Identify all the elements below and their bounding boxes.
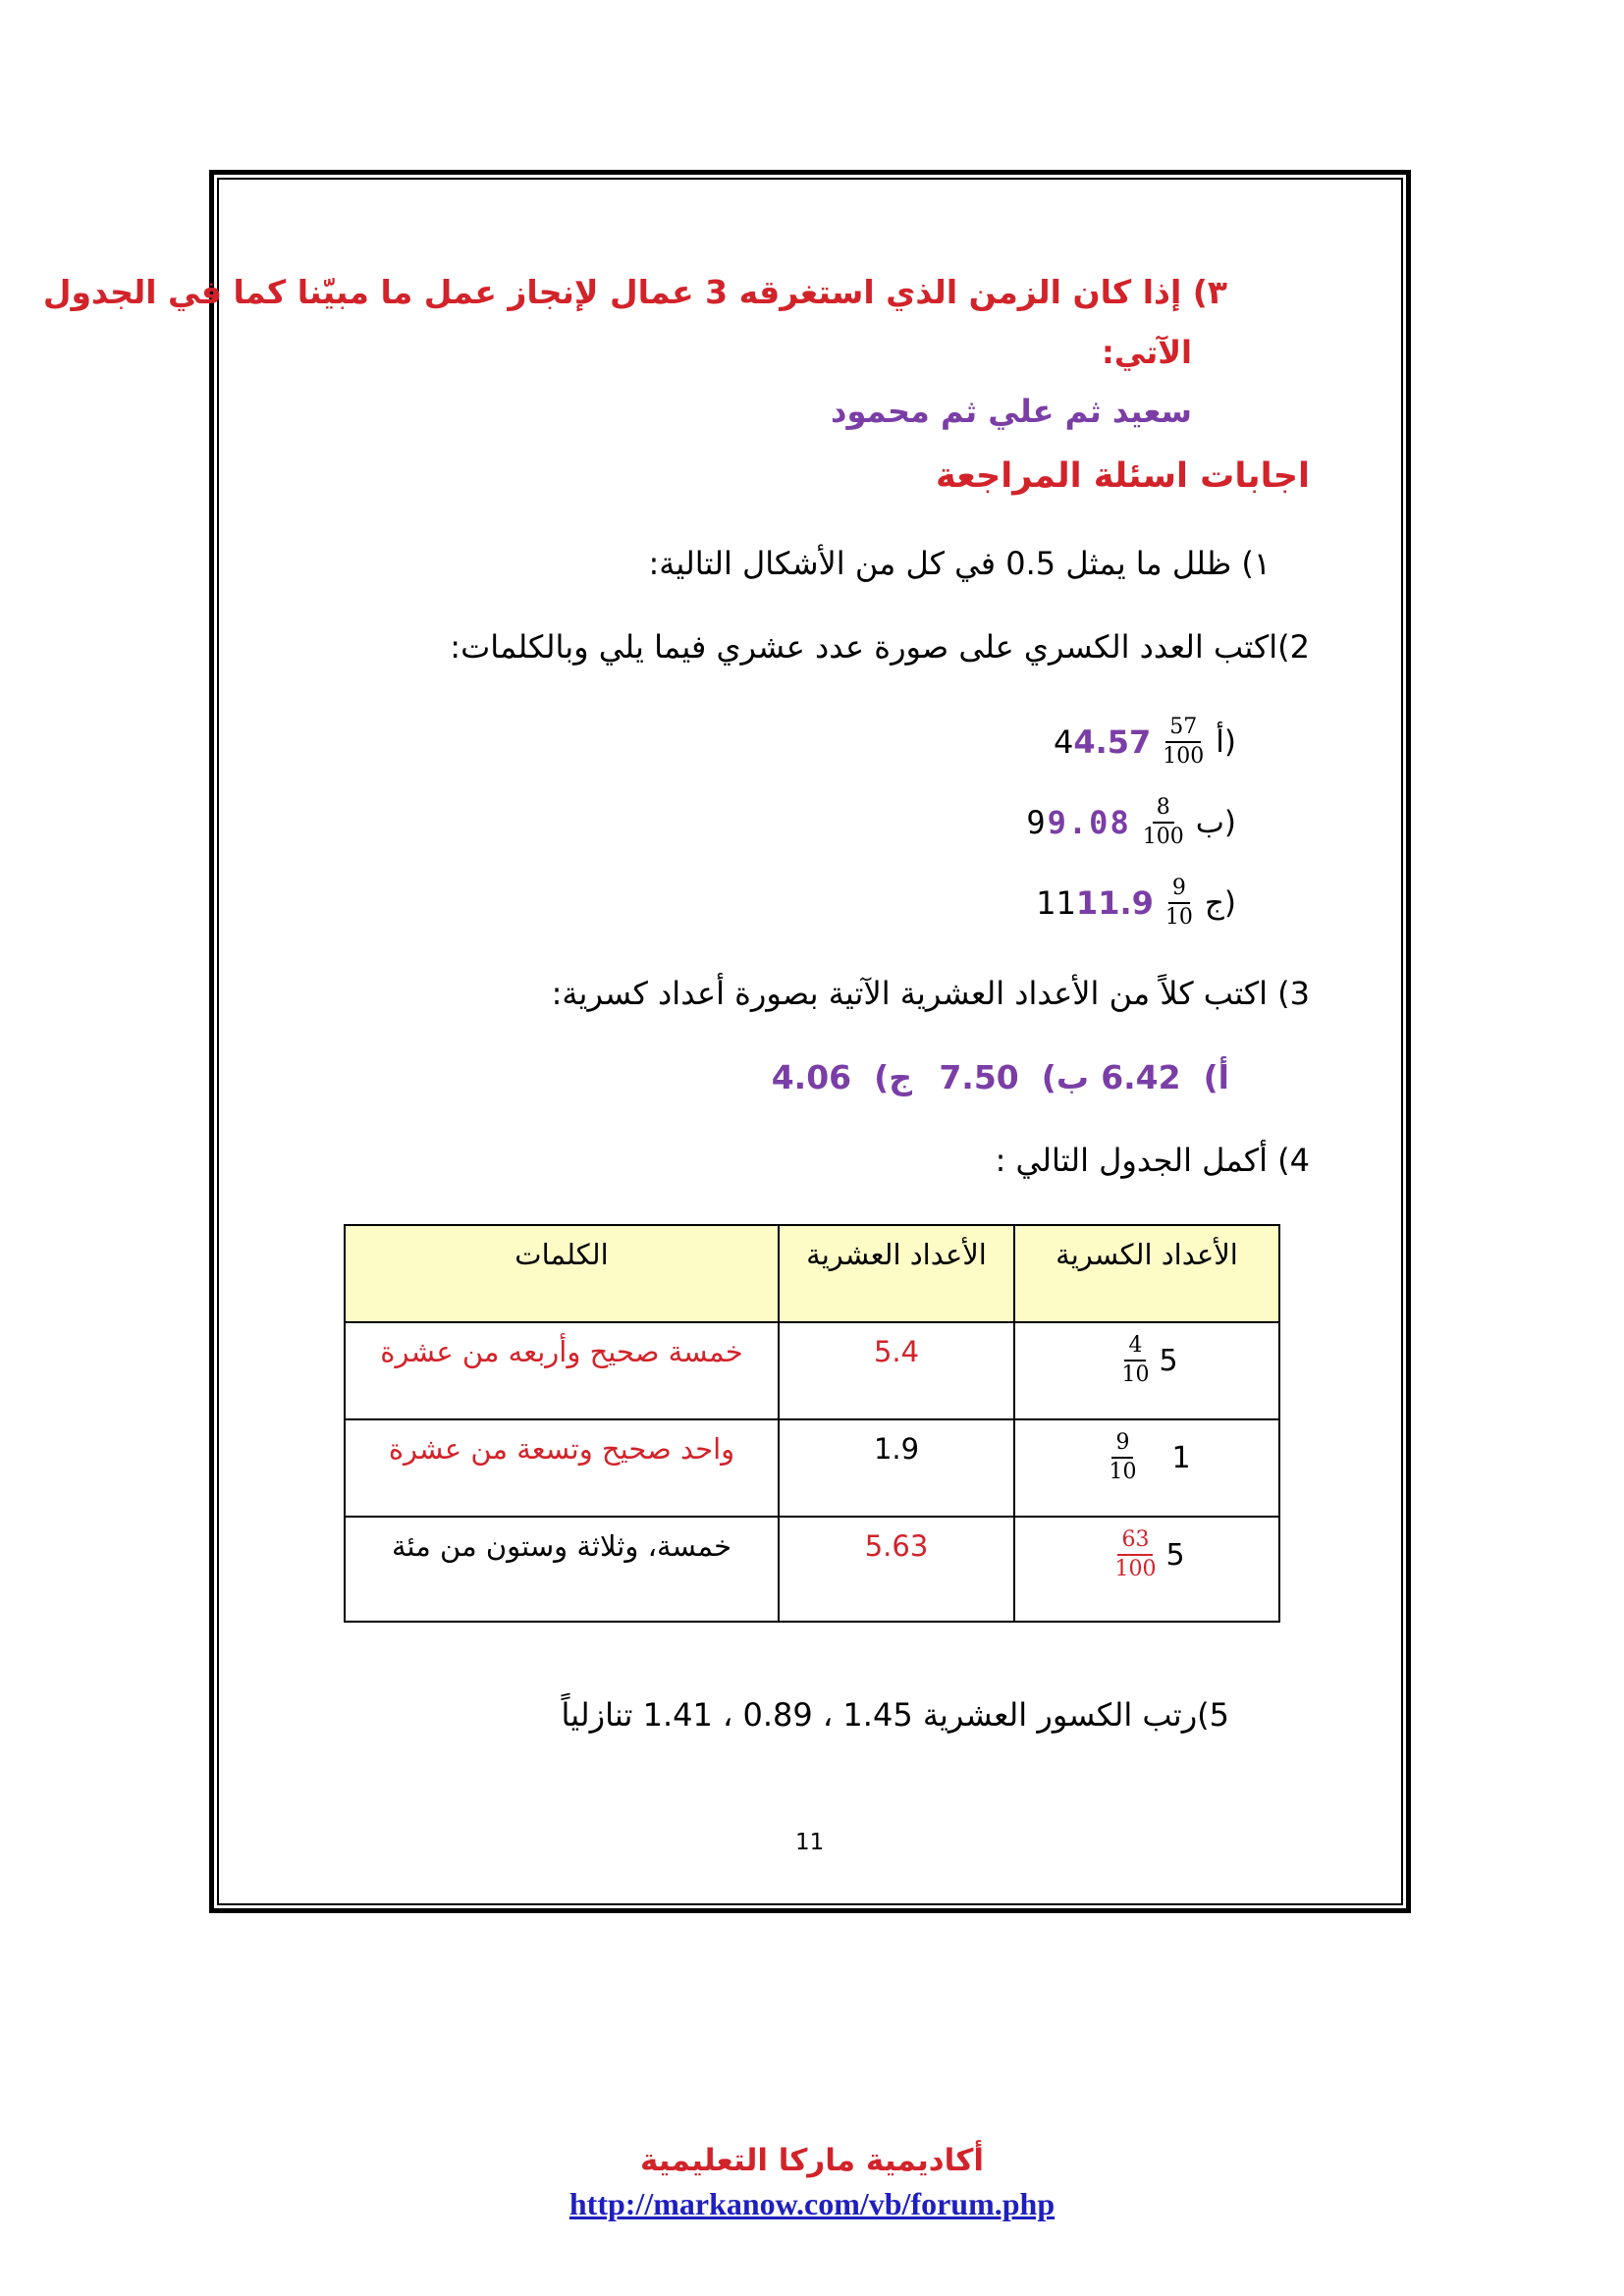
fraction	[1110, 1529, 1160, 1580]
mixed-number-cell	[1014, 1419, 1279, 1517]
fraction	[1105, 1432, 1140, 1483]
whole-part: 5	[1159, 1343, 1178, 1378]
numerator: 9	[1168, 878, 1190, 904]
mixed-number-cell	[1014, 1517, 1279, 1622]
answer-value: 7.50	[939, 1058, 1019, 1096]
decimal-answer: 11.9	[1075, 884, 1154, 922]
denominator: 10	[1121, 1362, 1150, 1387]
header-words: الكلمات	[345, 1225, 779, 1322]
footer-title: أكاديمية ماركا التعليمية	[640, 2143, 984, 2178]
table-row	[345, 1517, 1279, 1622]
header-mixed-numbers: الأعداد الكسرية	[1014, 1225, 1279, 1322]
answers-heading: اجابات اسئلة المراجعة	[936, 456, 1310, 496]
item2-part-c	[1036, 874, 1236, 933]
fraction	[1162, 878, 1197, 929]
mixed-number	[1115, 1335, 1177, 1386]
words-cell: خمسة صحيح وأربعه من عشرة	[345, 1322, 779, 1419]
denominator: 100	[1163, 744, 1205, 769]
item3-answer-a	[1101, 1058, 1229, 1096]
denominator: 10	[1164, 905, 1193, 930]
item3-answer-c	[772, 1058, 912, 1096]
mixed-number	[1026, 804, 1130, 841]
fractions-table	[344, 1224, 1280, 1623]
fraction	[1139, 797, 1188, 848]
page-number: 11	[795, 1830, 825, 1855]
question3-line1: ٣) إذا كان الزمن الذي استغرقه 3 عمال لإنجاز عمل ما مبيّنا كما في الجدول	[42, 273, 1227, 311]
fraction	[1159, 717, 1208, 768]
numerator: 8	[1153, 797, 1174, 824]
decimal-answer: 4.57	[1073, 723, 1152, 761]
numerator: 9	[1111, 1432, 1133, 1459]
question3-line2: الآتي:	[1102, 334, 1192, 371]
part-label: أ)	[1216, 724, 1236, 760]
table-row	[345, 1322, 1279, 1419]
item3-text: 3) اكتب كلاً من الأعداد العشرية الآتية بصورة أعداد كسرية:	[551, 975, 1310, 1012]
decimal-cell: 5.4	[779, 1322, 1014, 1419]
mixed-number	[1109, 1529, 1184, 1580]
table-header-row	[345, 1225, 1279, 1322]
item1-text: ١) ظلل ما يمثل 0.5 في كل من الأشكال التالية:	[648, 545, 1271, 582]
mixed-number	[1054, 723, 1151, 761]
answer-label: ب)	[1041, 1058, 1089, 1096]
whole-part: 5	[1165, 1537, 1185, 1573]
whole-part: 11	[1036, 884, 1076, 922]
page-border-inner	[217, 178, 1403, 1905]
part-label: ج)	[1204, 885, 1236, 921]
question3-answer: سعيد ثم علي ثم محمود	[831, 393, 1192, 430]
whole-part: 9	[1026, 804, 1048, 841]
answer-value: 6.42	[1101, 1058, 1181, 1096]
decimal-cell: 5.63	[779, 1517, 1014, 1622]
answer-label: ج)	[874, 1058, 912, 1096]
decimal-answer: 9.08	[1047, 804, 1131, 841]
denominator: 100	[1114, 1557, 1157, 1581]
mixed-number	[1103, 1432, 1190, 1483]
item4-text: 4) أكمل الجدول التالي :	[995, 1142, 1310, 1179]
numerator: 4	[1124, 1335, 1146, 1362]
mixed-number-cell	[1014, 1322, 1279, 1419]
whole-part: 4	[1053, 723, 1074, 761]
part-label: ب)	[1195, 805, 1236, 840]
numerator: 63	[1117, 1529, 1153, 1556]
header-decimals: الأعداد العشرية	[779, 1225, 1014, 1322]
fraction	[1117, 1335, 1153, 1386]
whole-part: 1	[1171, 1440, 1191, 1475]
item2-part-b	[1026, 793, 1236, 852]
denominator: 10	[1109, 1460, 1137, 1484]
item2-text: 2)اكتب العدد الكسري على صورة عدد عشري فيما يلي وبالكلمات:	[450, 628, 1310, 666]
decimal-cell: 1.9	[779, 1419, 1014, 1517]
answer-label: أ)	[1203, 1058, 1229, 1096]
words-cell: واحد صحيح وتسعة من عشرة	[345, 1419, 779, 1517]
footer-link[interactable]: http://markanow.com/vb/forum.php	[568, 2186, 1056, 2221]
item5-text: 5)رتب الكسور العشرية 1.45 ، 0.89 ، 1.41 تنازلياً	[561, 1696, 1229, 1734]
item3-answer-b	[939, 1058, 1089, 1096]
denominator: 100	[1142, 825, 1184, 849]
answer-value: 4.06	[771, 1058, 852, 1096]
numerator: 57	[1165, 717, 1201, 743]
table-row	[345, 1419, 1279, 1517]
mixed-number	[1036, 884, 1154, 922]
item2-part-a	[1054, 713, 1236, 772]
words-cell: خمسة، وثلاثة وستون من مئة	[345, 1517, 779, 1622]
